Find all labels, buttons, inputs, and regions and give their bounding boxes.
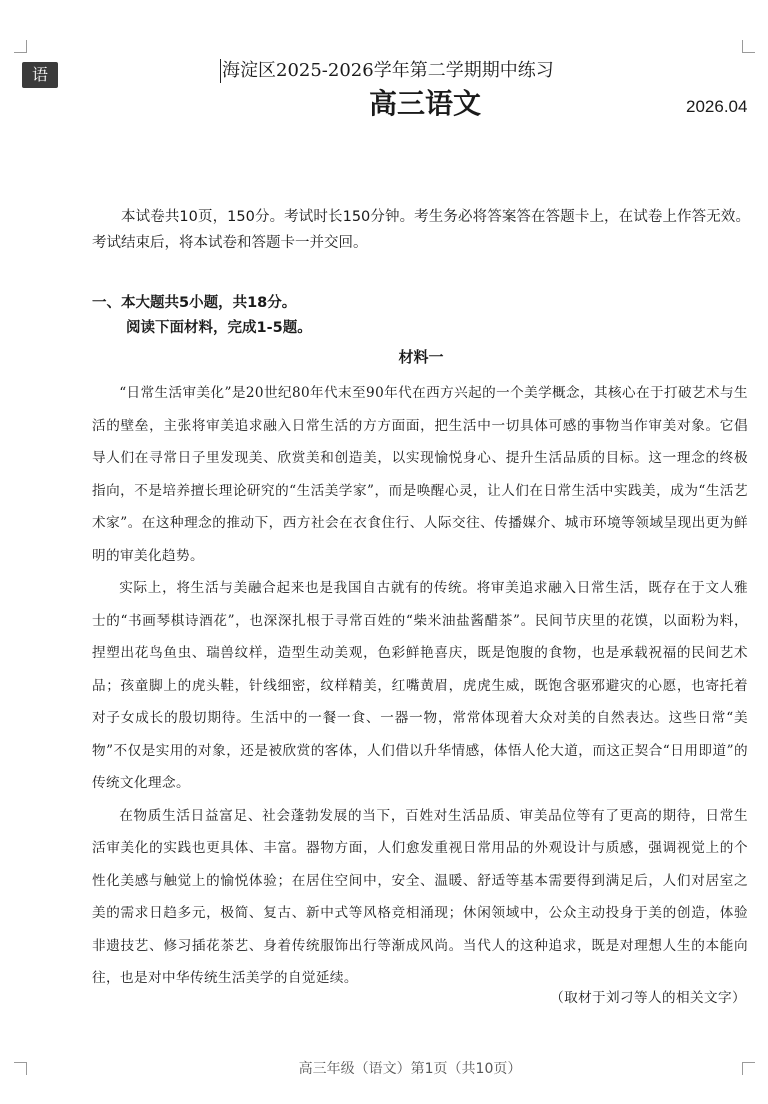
page-footer: 高三年级（语文）第1页（共10页） — [298, 1061, 522, 1077]
material-body — [92, 377, 748, 995]
paragraph: 实际上，将生活与美融合起来也是我国自古就有的传统。将审美追求融入日常生活，既存在于文人雅士的“书画琴棋诗酒花”，也深深扎根于寻常百姓的“柴米油盐酱醋茶”。民间节庆里的花馍，以面粉为料，捏塑出花鸟鱼虫、瑞兽纹样，造型生动美观，色彩鲜艳喜庆，既是饱腹的食物，也是承载祝福的民间艺术品；孩童脚上的虎头鞋，针线细密，纹样精美，红嘴黄眉，虎虎生威，既饱含驱邪避灾的心愿，也寄托着对子女成长的殷切期待。生活中的一餐一食、一器一物，常常体现着大众对美的自然表达。这些日常“美物”不仅是实用的对象，还是被欣赏的客体，人们借以升华情感，体悟人伦大道，而这正契合“日用即道”的传统文化理念。 — [92, 580, 748, 791]
crop-mark-top-right — [742, 40, 755, 53]
paragraph: “日常生活审美化”是20世纪80年代末至90年代在西方兴起的一个美学概念，其核心在于打破艺术与生活的壁垒，主张将审美追求融入日常生活的方方面面，把生活中一切具体可感的事物当作审美对象。它倡导人们在寻常日子里发现美、欣赏美和创造美，以实现愉悦身心、提升生活品质的目标。这一理念的终极指向，不是培养擅长理论研究的“生活美学家”，而是唤醒心灵，让人们在日常生活中实践美，成为“生活艺术家”。在这种理念的推动下，西方社会在衣食住行、人际交往、传播媒介、城市环境等领域呈现出更为鲜明的审美化趋势。 — [92, 385, 748, 564]
subject-tag: 语 — [22, 62, 58, 88]
section-heading: 一、本大题共5小题，共18分。 — [92, 295, 297, 311]
source-citation: （取材于刘刁等人的相关文字） — [550, 990, 746, 1006]
exam-title: 海淀区2025-2026学年第二学期期中练习 — [222, 60, 554, 81]
grade-title: 高三语文 — [368, 87, 481, 120]
exam-notice: 本试卷共10页，150分。考试时长150分钟。考生务必将答案答在答题卡上，在试卷上作答无效。考试结束后，将本试卷和答题卡一并交回。 — [92, 209, 750, 251]
exam-date: 2026.04 — [686, 97, 748, 116]
section-instruction: 阅读下面材料，完成1-5题。 — [126, 320, 312, 336]
material-title: 材料一 — [398, 348, 444, 366]
paragraph: 在物质生活日益富足、社会蓬勃发展的当下，百姓对生活品质、审美品位等有了更高的期待，日常生活审美化的实践也更具体、丰富。器物方面，人们愈发重视日常用品的外观设计与质感，强调视觉上的个性化美感与触觉上的愉悦体验；在居住空间中，安全、温暖、舒适等基本需要得到满足后，人们对居室之美的需求日趋多元，极简、复古、新中式等风格竞相涌现；休闲领域中，公众主动投身于美的创造，体验非遗技艺、修习插花茶艺、身着传统服饰出行等渐成风尚。当代人的这种追求，既是对理想人生的本能向往，也是对中华传统生活美学的自觉延续。 — [92, 807, 748, 986]
crop-mark-top-left — [14, 40, 27, 53]
